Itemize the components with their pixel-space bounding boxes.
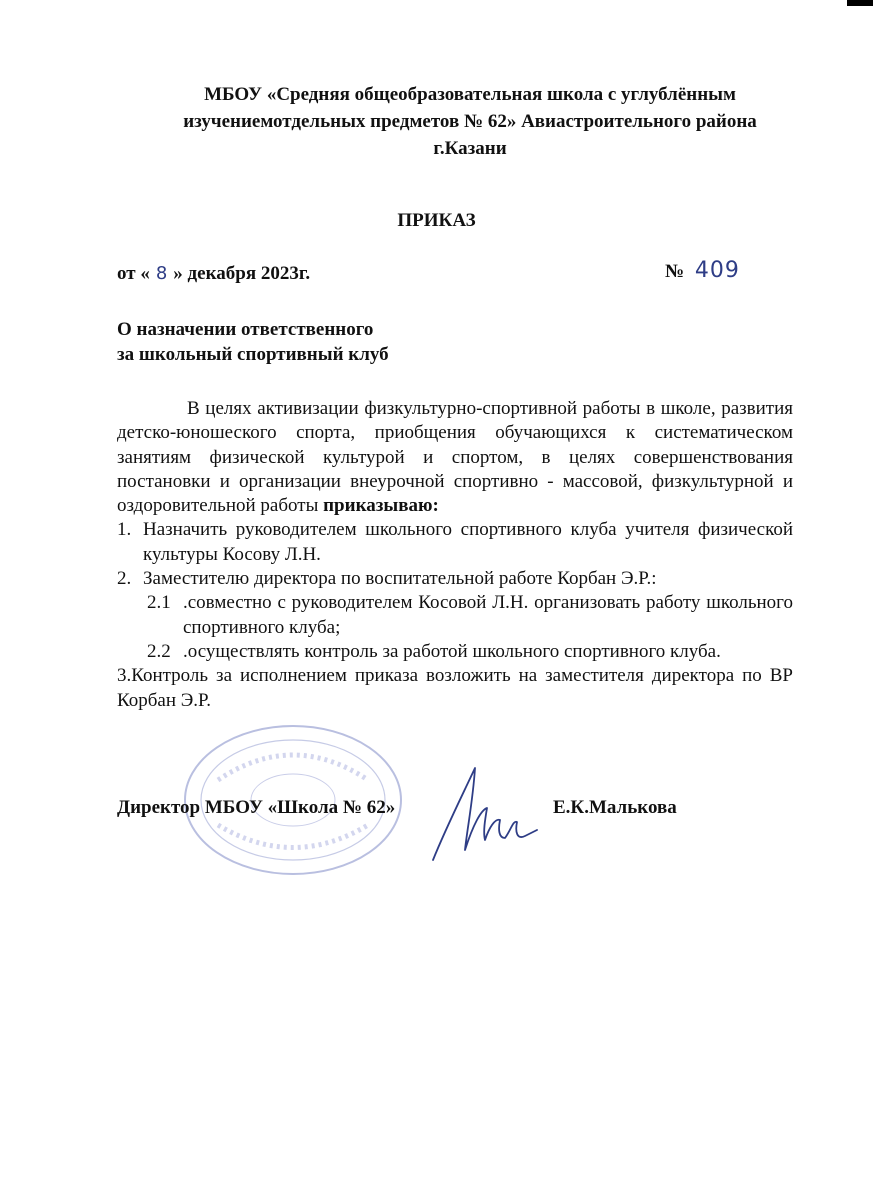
date-day-handwritten: 8 — [155, 263, 168, 284]
signer-position: Директор МБОУ «Школа № 62» — [117, 797, 396, 818]
signer-name: Е.К.Малькова — [553, 797, 677, 818]
list-subitem — [117, 640, 793, 664]
intro-text: В целях активизации физкультурно-спортивной работы в школе, развития детско-юношеского спорта, приобщения обучающихся к систематическом занятиям физической культурой и спортом, в целях совершенствования постановки и организации внеурочной спортивно - массовой, физкультурной и оздоровительной работы — [117, 398, 793, 517]
order-number-label: № — [665, 261, 685, 282]
item-2-text: Заместителю директора по воспитательной работе Корбан Э.Р.: — [143, 568, 657, 590]
item-3-text: 3.Контроль за исполнением приказа возложить на заместителя директора по ВР Корбан Э.Р. — [117, 665, 793, 711]
item-2-1-number: 2.1 — [147, 592, 171, 614]
scan-corner-mark — [847, 0, 873, 6]
intro-paragraph — [117, 397, 793, 518]
subject-line-1: О назначении ответственного — [117, 319, 374, 340]
subject-line-2: за школьный спортивный клуб — [117, 344, 389, 365]
intro-bold: приказываю: — [323, 495, 439, 517]
order-number-handwritten: 409 — [694, 258, 740, 283]
item-2-1-text: .совместно с руководителем Косовой Л.Н. организовать работу школьного спортивного клуба; — [183, 592, 793, 638]
header-line-3: г.Казани — [433, 138, 507, 159]
item-2-2-text: .осуществлять контроль за работой школьного спортивного клуба. — [183, 640, 721, 662]
order-date — [117, 263, 310, 285]
item-2-2-number: 2.2 — [147, 640, 171, 662]
date-suffix: » декабря 2023г. — [173, 263, 311, 284]
header-line-1: МБОУ «Средняя общеобразовательная школа с углублённым — [204, 84, 736, 105]
order-number — [665, 258, 746, 283]
item-1-number: 1. — [117, 519, 132, 541]
list-item — [117, 567, 793, 591]
director-signature-icon — [425, 760, 545, 870]
list-subitem — [117, 591, 793, 640]
order-subject — [117, 317, 389, 367]
list-item — [117, 518, 793, 567]
document-title: ПРИКАЗ — [397, 210, 476, 231]
date-prefix: от « — [117, 263, 150, 284]
header-line-2: изучениемотдельных предметов № 62» Авиастроительного района — [183, 111, 757, 132]
school-header — [150, 81, 790, 162]
order-body — [117, 397, 793, 713]
item-1-text: Назначить руководителем школьного спортивного клуба учителя физической культуры Косову Л.Н. — [143, 519, 793, 565]
item-2-number: 2. — [117, 568, 132, 590]
